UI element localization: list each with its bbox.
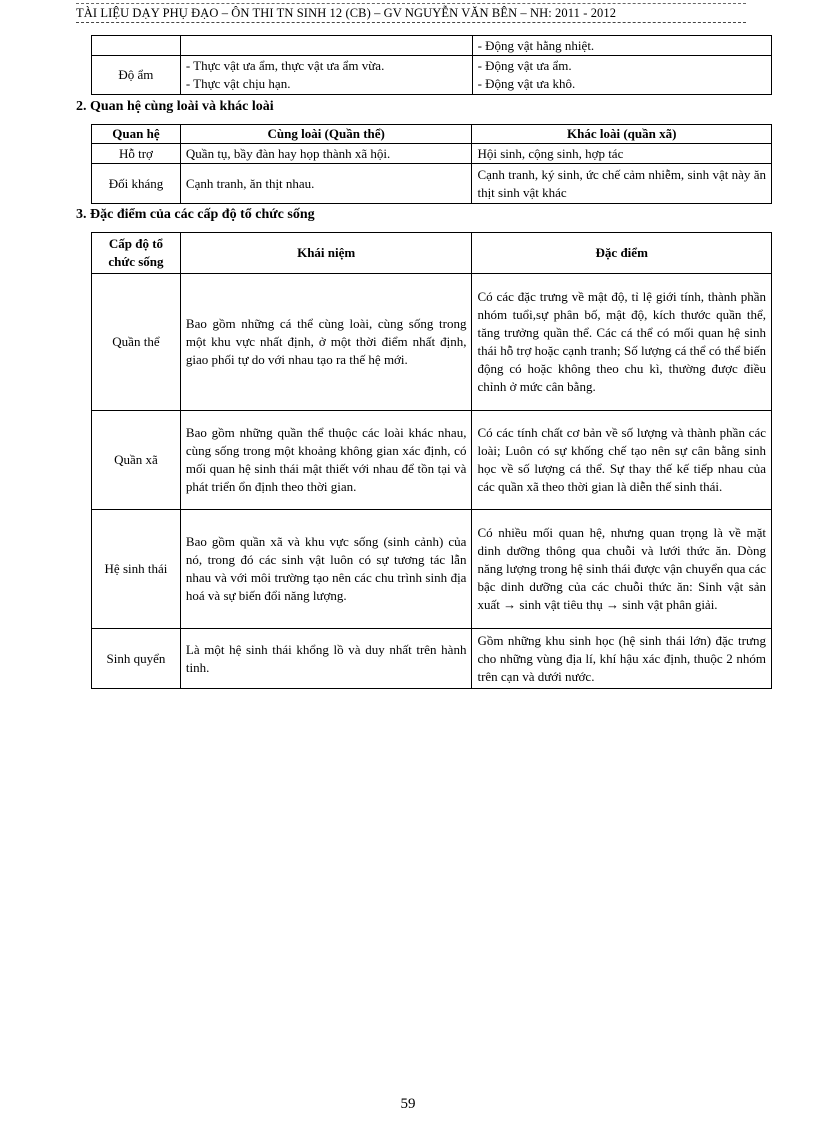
row-label: Hỗ trợ bbox=[92, 144, 181, 164]
header-top-rule bbox=[76, 3, 746, 4]
line: - Thực vật ưa ẩm, thực vật ưa ẩm vừa. bbox=[185, 58, 385, 73]
table-row bbox=[92, 411, 772, 510]
column-header: Đặc điểm bbox=[472, 233, 772, 274]
cell-text bbox=[472, 56, 771, 95]
row-label: Độ ẩm bbox=[92, 56, 181, 95]
table-row bbox=[92, 144, 772, 164]
row-label: Quần thể bbox=[92, 274, 181, 411]
line: - Thực vật chịu hạn. bbox=[185, 76, 291, 91]
cell-empty bbox=[180, 36, 472, 56]
column-header: Khác loài (quần xã) bbox=[472, 125, 772, 144]
table-row bbox=[92, 629, 772, 689]
column-header: Quan hệ bbox=[92, 125, 181, 144]
column-header: Cùng loài (Quần thể) bbox=[180, 125, 472, 144]
table-header-row bbox=[92, 125, 772, 144]
cell-text: Bao gồm những cá thể cùng loài, cùng sống trong một khu vực nhất định, ở một thời điểm nhất định, giao phối tự do với nhau tạo ra thế hệ mới. bbox=[180, 274, 472, 411]
row-label: Quần xã bbox=[92, 411, 181, 510]
table-row bbox=[92, 164, 772, 204]
cell-text: Có các tính chất cơ bản về số lượng và thành phần các loài; Luôn có sự khống chế tạo nên sự cân bằng sinh học về số lượng cá thể. Sự thay thế kế tiếp nhau của các quần xã theo thời gian là diễn thế sinh thái. bbox=[472, 411, 772, 510]
cell-text: Cạnh tranh, ăn thịt nhau. bbox=[180, 164, 472, 204]
line: - Động vật ưa khô. bbox=[477, 76, 576, 91]
table-row bbox=[92, 510, 772, 629]
section-heading: 3. Đặc điểm của các cấp độ tổ chức sống bbox=[76, 207, 315, 222]
cell-text: Quần tụ, bầy đàn hay họp thành xã hội. bbox=[180, 144, 472, 164]
row-label: Sinh quyển bbox=[92, 629, 181, 689]
table-row bbox=[92, 56, 772, 95]
cell-text: Là một hệ sinh thái khổng lồ và duy nhất trên hành tinh. bbox=[180, 629, 472, 689]
column-header: Cấp độ tổ chức sống bbox=[92, 233, 181, 274]
section-heading: 2. Quan hệ cùng loài và khác loài bbox=[76, 99, 274, 114]
cell-text: Có các đặc trưng về mật độ, tỉ lệ giới tính, thành phần nhóm tuổi,sự phân bố, mật độ, kích thước quần thể, tăng trưởng quần thể. Các cá thể có mối quan hệ sinh thái hỗ trợ hoặc cạnh tranh; Số lượng cá thể có thể biến động có hoặc không theo chu kì, thường được điều chỉnh ở mức cân bằng. bbox=[472, 274, 772, 411]
cell-text: Gồm những khu sinh học (hệ sinh thái lớn) đặc trưng cho những vùng địa lí, khí hậu xác định, thuộc 2 nhóm trên cạn và dưới nước. bbox=[472, 629, 772, 689]
row-label: Đối kháng bbox=[92, 164, 181, 204]
table-levels bbox=[91, 232, 772, 689]
cell-text: - Động vật hằng nhiệt. bbox=[472, 36, 771, 56]
cell-empty bbox=[92, 36, 181, 56]
table-row bbox=[92, 36, 772, 56]
cell-text: Bao gồm những quần thể thuộc các loài khác nhau, cùng sống trong một khoảng không gian xác định, có mối quan hệ sinh thái mật thiết với nhau để tồn tại và phát triển ổn định theo thời gian. bbox=[180, 411, 472, 510]
cell-text: Có nhiều mối quan hệ, nhưng quan trọng là về mặt dinh dưỡng thông qua chuỗi và lưới thức ăn. Dòng năng lượng trong hệ sinh thái được vận chuyển qua các bậc dinh dưỡng của các chuỗi thức ăn: Sinh vật sản xuất → sinh vật tiêu thụ → sinh vật phân giải. bbox=[472, 510, 772, 629]
cell-text: Hội sinh, cộng sinh, hợp tác bbox=[472, 144, 772, 164]
cell-text bbox=[180, 56, 472, 95]
table-relationships bbox=[91, 124, 772, 204]
table-header-row bbox=[92, 233, 772, 274]
line: - Động vật ưa ẩm. bbox=[477, 58, 572, 73]
row-label: Hệ sinh thái bbox=[92, 510, 181, 629]
column-header: Khái niệm bbox=[180, 233, 472, 274]
table-row bbox=[92, 274, 772, 411]
cell-text: Bao gồm quần xã và khu vực sống (sinh cảnh) của nó, trong đó các sinh vật luôn có sự tương tác lẫn nhau và với môi trường tạo nên các chu trình sinh địa hoá và sự biến đổi năng lượng. bbox=[180, 510, 472, 629]
cell-text: Cạnh tranh, ký sinh, ức chế cảm nhiễm, sinh vật này ăn thịt sinh vật khác bbox=[472, 164, 772, 204]
table-continuation bbox=[91, 35, 772, 95]
page-header: TÀI LIỆU DẠY PHỤ ĐẠO – ÔN THI TN SINH 12 (CB) – GV NGUYỄN VĂN BÊN – NH: 2011 - 2012 bbox=[76, 6, 746, 23]
page-number: 59 bbox=[400, 1096, 416, 1112]
